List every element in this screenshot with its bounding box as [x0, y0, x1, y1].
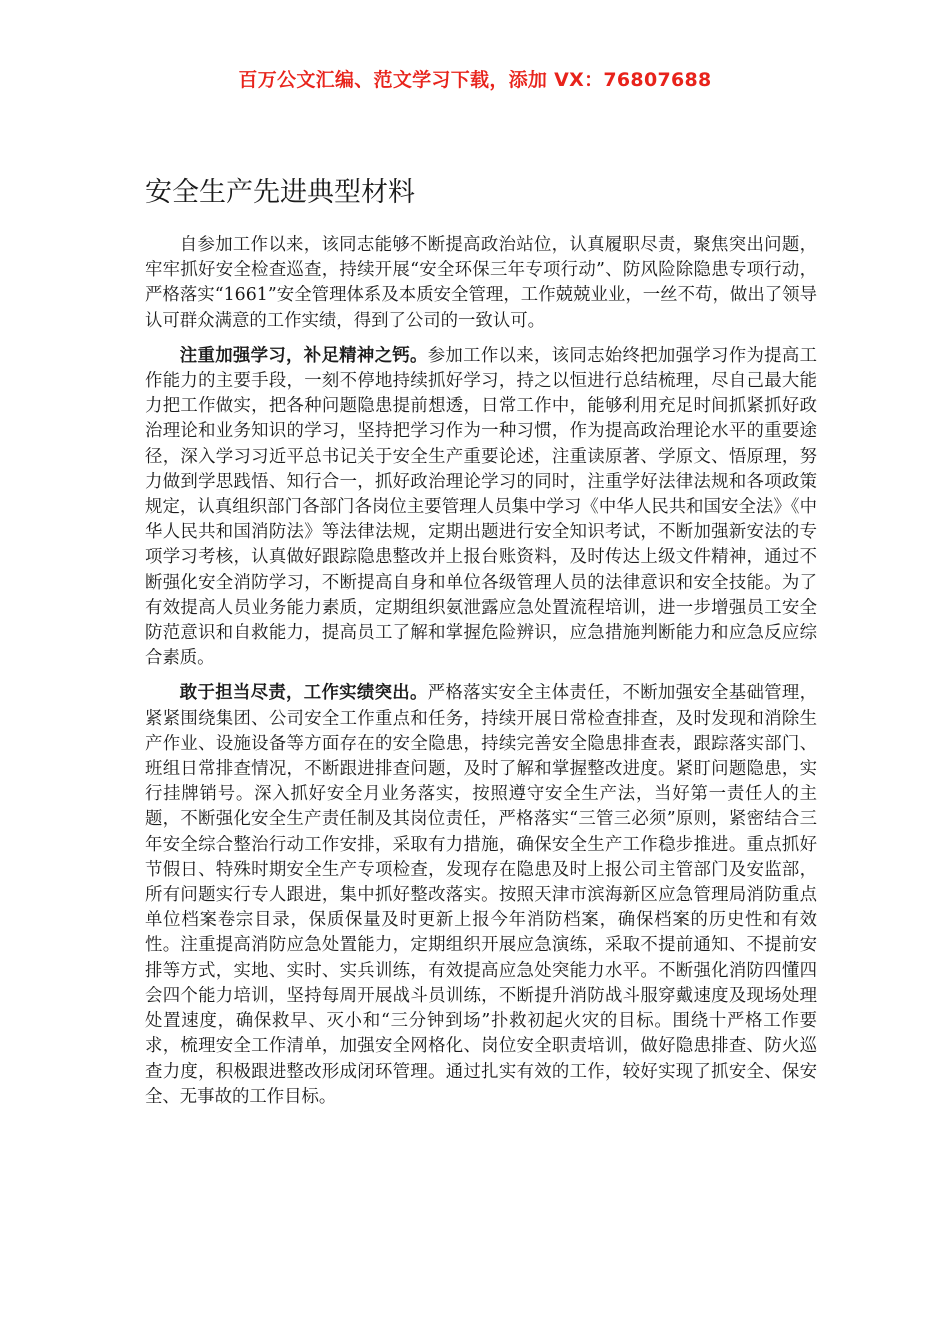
document-title: 安全生产先进典型材料 — [145, 177, 415, 209]
document-body — [145, 233, 817, 1120]
paragraph-lead: 注重加强学习，补足精神之钙。 — [179, 345, 428, 366]
paragraph-study — [145, 344, 817, 672]
paragraph-responsibility — [145, 681, 817, 1109]
header-banner: 百万公文汇编、范文学习下载，添加 VX：76807688 — [238, 69, 712, 91]
paragraph-intro — [145, 233, 817, 334]
paragraph-lead: 敢于担当尽责，工作实绩突出。 — [179, 683, 428, 704]
paragraph-text: 自参加工作以来，该同志能够不断提高政治站位，认真履职尽责，聚焦突出问题，牢牢抓好安全检查巡查，持续开展“安全环保三年专项行动”、防风险除隐患专项行动，严格落实“1661”安全管理体系及本质安全管理，工作兢兢业业，一丝不苟，做出了领导认可群众满意的工作实绩，得到了公司的一致认可。 — [145, 235, 817, 331]
paragraph-text: 严格落实安全主体责任，不断加强安全基础管理，紧紧围绕集团、公司安全工作重点和任务，持续开展日常检查排查，及时发现和消除生产作业、设施设备等方面存在的安全隐患，持续完善安全隐患排查表，跟踪落实部门、班组日常排查情况，不断跟进排查问题，及时了解和掌握整改进度。紧盯问题隐患，实行挂牌销号。深入抓好安全月业务落实，按照遵守安全生产法，当好第一责任人的主题，不断强化安全生产责任制及其岗位责任，严格落实“三管三必须”原则，紧密结合三年安全综合整治行动工作安排，采取有力措施，确保安全生产工作稳步推进。重点抓好节假日、特殊时期安全生产专项检查，发现存在隐患及时上报公司主管部门及安监部，所有问题实行专人跟进，集中抓好整改落实。按照天津市滨海新区应急管理局消防重点单位档案卷宗目录，保质保量及时更新上报今年消防档案，确保档案的历史性和有效性。注重提高消防应急处置能力，定期组织开展应急演练，采取不提前通知、不提前安排等方式，实地、实时、实兵训练，有效提高应急处突能力水平。不断强化消防四懂四会四个能力培训，坚持每周开展战斗员训练，不断提升消防战斗服穿戴速度及现场处理处置速度，确保救早、灭小和“三分钟到场”扑救初起火灾的目标。围绕十严格工作要求，梳理安全工作清单，加强安全网格化、岗位安全职责培训，做好隐患排查、防火巡查力度，积极跟进整改形成闭环管理。通过扎实有效的工作，较好实现了抓安全、保安全、无事故的工作目标。 — [145, 683, 817, 1107]
paragraph-text: 参加工作以来，该同志始终把加强学习作为提高工作能力的主要手段，一刻不停地持续抓好学习，持之以恒进行总结梳理，尽自己最大能力把工作做实，把各种问题隐患提前想透，日常工作中，能够利用充足时间抓紧抓好政治理论和业务知识的学习，坚持把学习作为一种习惯，作为提高政治理论水平的重要途径，深入学习习近平总书记关于安全生产重要论述，注重读原著、学原文、悟原理，努力做到学思践悟、知行合一，抓好政治理论学习的同时，注重学好法律法规和各项政策规定，认真组织部门各部门各岗位主要管理人员集中学习《中华人民共和国安全法》《中华人民共和国消防法》等法律法规，定期出题进行安全知识考试，不断加强新安法的专项学习考核，认真做好跟踪隐患整改并上报台账资料，及时传达上级文件精神，通过不断强化安全消防学习，不断提高自身和单位各级管理人员的法律意识和安全技能。为了有效提高人员业务能力素质，定期组织氨泄露应急处置流程培训，进一步增强员工安全防范意识和自救能力，提高员工了解和掌握危险辨识，应急措施判断能力和应急反应综合素质。 — [145, 345, 817, 669]
